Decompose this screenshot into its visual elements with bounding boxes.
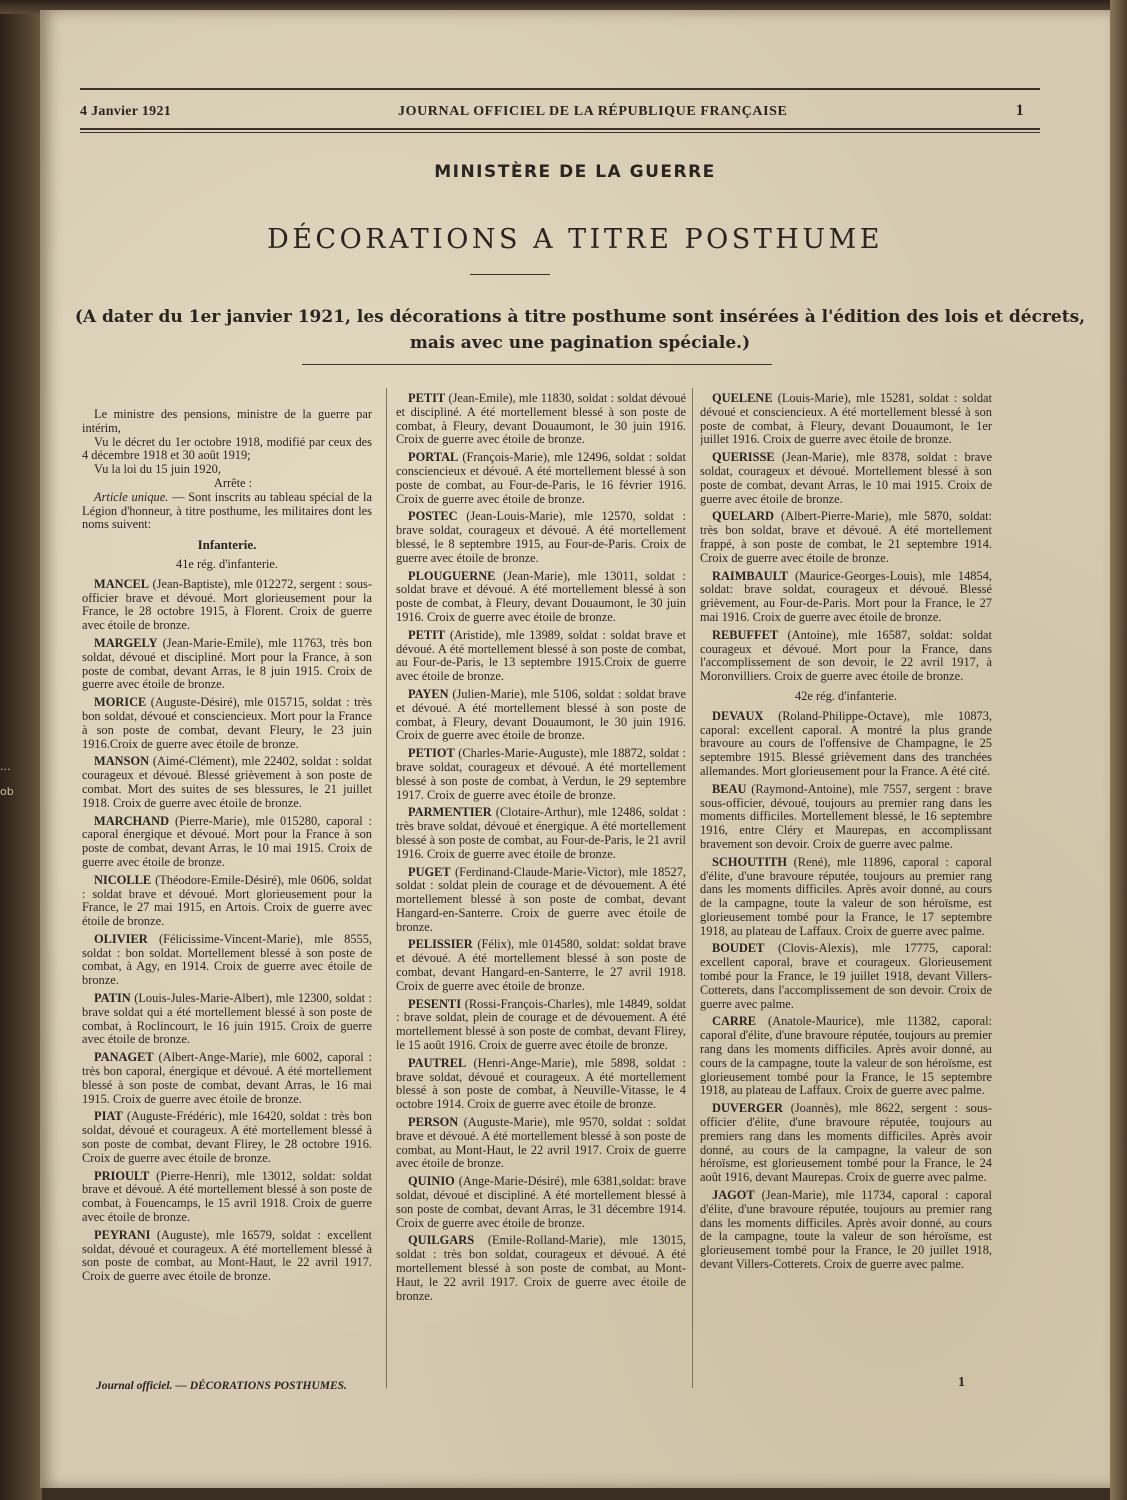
soldier-name: PAUTREL (408, 1055, 467, 1070)
edge-fragment: ob (0, 785, 14, 798)
edge-fragment: ... (0, 760, 11, 773)
citation-text: (Jean-Louis-Marie), mle 12570, soldat : brave soldat, courageux et dévoué. A été mortellement blessé, le 8 septembre 1915, au Four-de-Paris. Croix de guerre avec étoile de bronze. (396, 509, 686, 565)
citation-text: (Ange-Marie-Désiré), mle 6381,soldat: brave soldat, dévoué et discipliné. A été mortellement blessé à son poste de combat, devant Arras, le 31 décembre 1914. Croix de guerre avec étoile de bronze. (396, 1174, 686, 1230)
column-1 (82, 408, 372, 1408)
regiment-heading: 42e rég. d'infanterie. (795, 688, 897, 703)
soldier-name: PETIT (408, 627, 446, 642)
decoration-entry (396, 392, 686, 447)
citation-text: (Clotaire-Arthur), mle 12486, soldat : très brave soldat, dévoué et énergique. A été mortellement blessé à son poste de combat, au Four-de-Paris, le 21 avril 1916. Croix de guerre avec étoile de bronze. (396, 805, 686, 861)
citation-text: (Antoine), mle 16587, soldat: soldat courageux et dévoué. Mort pour la France, dans l'accomplissement de son devoir, le 22 avril 1917, à Moronvilliers. Croix de guerre avec étoile de bronze. (700, 627, 992, 684)
citation-text: (Auguste), mle 16579, soldat : excellent soldat, dévoué et courageux. A été mortellement blessé à son poste de combat, au Mont-Haut, le 22 avril 1917. Croix de guerre avec étoile de bronze. (82, 1227, 372, 1284)
running-header (80, 100, 1040, 122)
soldier-name: PANAGET (94, 1050, 154, 1065)
soldier-name: PERSON (408, 1115, 459, 1130)
facing-page-edge (0, 760, 38, 810)
decoration-entry (700, 783, 992, 852)
decoration-entry (396, 866, 686, 935)
citation-text: (François-Marie), mle 12496, soldat : soldat consciencieux et dévoué. A été mortellement blessé à son poste de combat, au Four-de-Paris, le 16 février 1916. Croix de guerre avec étoile de bronze. (396, 450, 686, 506)
soldier-name: QUERISSE (712, 450, 775, 465)
notice-line-1: (A dater du 1er janvier 1921, les décorations à titre posthume sont insérées à l'édition des lois et décrets, (74, 307, 1086, 327)
citation-text: (Jean-Marie), mle 11734, caporal : caporal d'élite, d'une bravoure réputée, toujours au premier rang dans les moments difficiles. Après avoir donné, au cours de la campagne, toute la valeur de son héroïsme, est glorieusement tombé pour la France, le 20 juillet 1918, devant Villers-Cotterets. Croix de guerre avec palme. (700, 1188, 992, 1272)
intro-minister: Le ministre des pensions, ministre de la guerre par intérim, (82, 408, 372, 435)
article-text: — Sont inscrits au tableau spécial de la Légion d'honneur, à titre posthume, les militaires dont les noms suivent: (82, 489, 372, 532)
publication-notice (60, 304, 1100, 356)
citation-text: (Louis-Jules-Marie-Albert), mle 12300, soldat : brave soldat qui a été mortellement blessé à son poste de combat, à Roclincourt, le 16 juin 1915. Croix de guerre avec étoile de bronze. (82, 991, 372, 1047)
citation-text: (Joannès), mle 8622, sergent : sous-officier d'élite, d'une bravoure réputée, toujours au premiers rang dans les moments difficiles. Après avoir donné, au cours de la campagne, la valeur de son héroïsme, est glorieusement tombé pour la France, le 24 août 1916, devant Maurepas. Croix de guerre avec palme. (700, 1101, 992, 1185)
soldier-name: QUELARD (712, 509, 774, 524)
decoration-entry (82, 874, 372, 929)
soldier-name: PORTAL (408, 450, 459, 465)
citation-text: (Pierre-Henri), mle 13012, soldat: soldat brave et dévoué. A été mortellement blessé à son poste de combat, à Fouencamps, le 15 avril 1918. Croix de guerre avec étoile de bronze. (82, 1168, 372, 1225)
soldier-name: BEAU (712, 781, 747, 796)
soldier-name: OLIVIER (94, 931, 148, 946)
book-binding-right (1110, 0, 1127, 1500)
regiment-heading: 41e rég. d'infanterie. (176, 556, 278, 571)
citation-text: (Charles-Marie-Auguste), mle 18872, soldat : brave soldat, courageux et dévoué. A été mortellement blessé à son poste de combat, à Verdun, le 29 septembre 1917. Croix de guerre avec étoile de bronze. (396, 746, 686, 802)
notice-rule (302, 364, 772, 365)
soldier-name: DUVERGER (712, 1101, 783, 1116)
soldier-name: PETIT (408, 392, 446, 405)
citation-text: (Aristide), mle 13989, soldat : soldat brave et dévoué. A été mortellement blessé à son poste de combat, au Four-de-Paris, le 13 septembre 1915.Croix de guerre avec étoile de bronze. (396, 627, 686, 684)
section-heading: Infanterie. (197, 537, 257, 553)
decoration-entry (396, 806, 686, 861)
citation-text: (Julien-Marie), mle 5106, soldat : soldat brave et dévoué. A été mortellement blessé à son poste de combat, à Fleury, devant Douaumont, le 30 juin 1916. Croix de guerre avec étoile de bronze. (396, 686, 686, 743)
page-title: DÉCORATIONS A TITRE POSTHUME (267, 224, 883, 255)
newspaper-page (40, 10, 1110, 1488)
column-2 (396, 392, 686, 1392)
citation-text: (Louis-Marie), mle 15281, soldat : soldat dévoué et consciencieux. A été mortellement blessé à son poste de combat, à Fleury, devant Douaumont, le 1er juillet 1916. Croix de guerre avec étoile de bronze. (700, 392, 992, 447)
soldier-name: PATIN (94, 991, 131, 1006)
soldier-name: REBUFFET (712, 627, 779, 642)
soldier-name: MANSON (94, 754, 150, 769)
decoration-entry (700, 510, 992, 565)
intro-arrete: Arrête : (213, 475, 253, 490)
decoration-entry (396, 747, 686, 802)
decoration-entry (396, 1234, 686, 1303)
soldier-name: MORICE (94, 695, 147, 710)
soldier-name: PUGET (408, 864, 451, 879)
citation-text: (Félix), mle 014580, soldat: soldat brave et dévoué. A été mortellement blessé à son poste de combat, devant Hangard-en-Santerre, le 27 avril 1918. Croix de guerre avec étoile de bronze. (396, 937, 686, 993)
decoration-entry (396, 998, 686, 1053)
soldier-name: MARGELY (94, 635, 158, 650)
decoration-entry (700, 1102, 992, 1185)
entries-column-1 (82, 578, 372, 1284)
decoration-entry (700, 1189, 992, 1272)
citation-text: (Roland-Philippe-Octave), mle 10873, caporal: excellent caporal. A montré la plus grande bravoure au cours de l'offensive de Champagne, le 25 septembre 1915. Blessé grièvement dans des tranchées allemandes. Mort glorieusement pour la France. A été cité. (700, 708, 992, 778)
decoration-entry (82, 1229, 372, 1284)
citation-text: (Albert-Pierre-Marie), mle 5870, soldat: très bon soldat, brave et dévoué. A été mortellement frappé, à son poste de combat, le 21 septembre 1914. Croix de guerre avec étoile de bronze. (700, 509, 992, 565)
soldier-name: NICOLLE (94, 872, 152, 887)
decoration-entry (82, 696, 372, 751)
citation-text: (Jean-Marie), mle 13011, soldat : soldat brave et dévoué. A été mortellement blessé à son poste de combat, à Fleury, devant Douaumont, le 30 juin 1916. Croix de guerre avec étoile de bronze. (396, 568, 686, 624)
decoration-entry (700, 570, 992, 625)
decoration-entry (82, 1110, 372, 1165)
citation-text: (Auguste-Désiré), mle 015715, soldat : très bon soldat, dévoué et consciencieux. Mort pour la France à son poste de combat, devant Fleury, le 23 juin 1916.Croix de guerre avec étoile de bronze. (82, 695, 372, 751)
entries-column-3b (700, 710, 992, 1272)
soldier-name: CARRE (712, 1014, 757, 1029)
entries-column-3a (700, 392, 992, 684)
citation-text: (Jean-Emile), mle 11830, soldat : soldat dévoué et discipliné. A été mortellement blessé à son poste de combat, à Fleury, devant Douaumont, le 30 juin 1916. Croix de guerre avec étoile de bronze. (396, 392, 686, 447)
citation-text: (Jean-Baptiste), mle 012272, sergent : sous-officier brave et dévoué. Mort glorieusement pour la France, le 28 octobre 1915, à Florent. Croix de guerre avec étoile de bronze. (82, 576, 372, 633)
citation-text: (Henri-Ange-Marie), mle 5898, soldat : brave soldat, dévoué et courageux. A été mortellement blessé à son poste de combat, à Neuville-Vitasse, le 4 octobre 1914. Croix de guerre avec étoile de bronze. (396, 1055, 686, 1112)
article-label: Article unique. (94, 489, 169, 504)
decoration-entry (396, 510, 686, 565)
soldier-name: QUILGARS (408, 1233, 475, 1248)
decoration-entry (82, 933, 372, 988)
soldier-name: PARMENTIER (408, 805, 492, 820)
decoration-entry (700, 1015, 992, 1098)
header-page-number: 1 (1015, 102, 1024, 119)
citation-text: (Jean-Marie-Emile), mle 11763, très bon soldat, dévoué et discipliné. Mort pour la France, à son poste de combat, devant Arras, le 8 juin 1915. Croix de guerre avec étoile de bronze. (82, 635, 372, 692)
header-journal-title: JOURNAL OFFICIEL DE LA RÉPUBLIQUE FRANÇAISE (398, 104, 788, 119)
top-rule (80, 88, 1040, 90)
citation-text: (Maurice-Georges-Louis), mle 14854, soldat: brave soldat, courageux et dévoué. Blessé grièvement, au Four-de-Paris. Mort pour la France, le 27 mai 1916. Croix de guerre avec étoile de bronze. (700, 568, 992, 624)
citation-text: (Auguste-Marie), mle 9570, soldat : soldat brave et dévoué. A été mortellement blessé à son poste de combat, au Mont-Haut, le 22 avril 1917. Croix de guerre avec étoile de bronze. (396, 1115, 686, 1171)
citation-text: (Pierre-Marie), mle 015280, caporal : caporal énergique et dévoué. Mort pour la France à son poste de combat, devant Arras, le 10 mai 1915. Croix de guerre avec étoile de bronze. (82, 813, 372, 869)
citation-text: (Emile-Rolland-Marie), mle 13015, soldat : très bon soldat, courageux et dévoué. A été mortellement blessé à son poste de combat, au Mont-Haut, le 22 avril 1917. Croix de guerre avec étoile de bronze. (396, 1233, 686, 1303)
footer-page-number: 1 (958, 1375, 965, 1390)
decoration-entry (700, 392, 992, 447)
decoration-entry (700, 451, 992, 506)
decoration-entry (396, 570, 686, 625)
decoration-entry (396, 1175, 686, 1230)
decoration-entry (82, 637, 372, 692)
citation-text: (Félicissime-Vincent-Marie), mle 8555, soldat : bon soldat. Mortellement blessé à son poste de combat, à Agy, en 1914. Croix de guerre avec étoile de bronze. (82, 931, 372, 988)
decoration-entry (700, 710, 992, 779)
decoration-entry (82, 755, 372, 810)
citation-text: (René), mle 11896, caporal : caporal d'élite, d'une bravoure réputée, toujours au premier rang dans les moments difficiles. Après avoir donné, au cours de la campagne, toute la valeur de son héroïsme, est glorieusement tombé pour la France, le 17 septembre 1918, au plateau de Laffaux. Croix de guerre avec palme. (700, 854, 992, 938)
citation-text: (Anatole-Maurice), mle 11382, caporal: caporal d'élite, d'une bravoure réputée, toujours au premier rang dans les moments difficiles. Après avoir donné, au cours de la campagne, toute la valeur de son héroïsme, est glorieusement tombé pour la France, le 15 septembre 1918, au plateau de Laffaux. Croix de guerre avec palme. (700, 1014, 992, 1098)
soldier-name: PRIOULT (94, 1168, 150, 1183)
decoration-entry (396, 629, 686, 684)
column-divider (386, 388, 387, 1388)
decoration-entry (396, 451, 686, 506)
soldier-name: POSTEC (408, 509, 458, 524)
soldier-name: PELISSIER (408, 937, 473, 952)
soldier-name: QUELENE (712, 392, 773, 405)
citation-text: (Aimé-Clément), mle 22402, soldat : soldat courageux et dévoué. Blessé grièvement à son poste de combat. Mort des suites de ses blessures, le 21 juillet 1918. Croix de guerre avec étoile de bronze. (82, 754, 372, 810)
soldier-name: PIAT (94, 1109, 123, 1124)
decoration-entry (396, 1057, 686, 1112)
decoration-entry (700, 629, 992, 684)
footer-journal: Journal officiel. — DÉCORATIONS POSTHUMES. (96, 1380, 347, 1392)
decoration-entry (396, 688, 686, 743)
soldier-name: PAYEN (408, 686, 449, 701)
decoration-entry (82, 1170, 372, 1225)
decoration-entry (700, 856, 992, 939)
soldier-name: BOUDET (712, 941, 765, 956)
soldier-name: RAIMBAULT (712, 568, 788, 583)
soldier-name: SCHOUTITH (712, 854, 788, 869)
citation-text: (Clovis-Alexis), mle 17775, caporal: excellent caporal, brave et courageux. Glorieusement tombé pour la France, le 19 juillet 1918, devant Villers-Cotterets, dans l'accomplissement de son devoir. Croix de guerre avec palme. (700, 941, 992, 1011)
decoration-entry (396, 938, 686, 993)
decoration-entry (82, 992, 372, 1047)
intro-article (82, 491, 372, 532)
citation-text: (Jean-Marie), mle 8378, soldat : brave soldat, courageux et dévoué. Mortellement blessé à son poste de combat, devant Arras, le 10 mai 1915. Croix de guerre avec étoile de bronze. (700, 450, 992, 506)
soldier-name: PESENTI (408, 996, 462, 1011)
header-date: 4 Janvier 1921 (80, 104, 172, 119)
decoration-entry (82, 1051, 372, 1106)
soldier-name: PEYRANI (94, 1227, 151, 1242)
column-divider (692, 388, 693, 1388)
soldier-name: DEVAUX (712, 708, 764, 723)
decoration-entry (396, 1116, 686, 1171)
decoration-entry (82, 815, 372, 870)
soldier-name: QUINIO (408, 1174, 455, 1189)
decoration-entry (82, 578, 372, 633)
citation-text: (Raymond-Antoine), mle 7557, sergent : brave sous-officier, dévoué, toujours au premier rang dans les moments difficiles. Mortellement blessé, le 16 septembre 1916, entre Cléry et Maurepas, en accomplissant bravement son devoir. Croix de guerre avec palme. (700, 781, 992, 851)
soldier-name: JAGOT (712, 1188, 755, 1203)
citation-text: (Auguste-Frédéric), mle 16420, soldat : très bon soldat, dévoué et courageux. A été mortellement blessé à son poste de combat, devant Flirey, le 28 octobre 1916. Croix de guerre avec étoile de bronze. (82, 1109, 372, 1165)
book-binding-left (0, 0, 42, 1500)
title-rule (470, 274, 550, 275)
notice-line-2: mais avec une pagination spéciale.) (409, 333, 751, 353)
intro-decree: Vu le décret du 1er octobre 1918, modifié par ceux des 4 décembre 1918 et 30 août 1919; (82, 434, 372, 463)
ministry-heading: MINISTÈRE DE LA GUERRE (434, 162, 716, 182)
citation-text: (Albert-Ange-Marie), mle 6002, caporal : très bon caporal, énergique et dévoué. A été mortellement blessé à son poste de combat, devant Arras, le 16 mai 1915. Croix de guerre avec étoile de bronze. (82, 1050, 372, 1106)
decoration-entry (700, 942, 992, 1011)
soldier-name: PETIOT (408, 746, 455, 761)
decree-intro (82, 408, 372, 532)
citation-text: (Théodore-Emile-Désiré), mle 0606, soldat : soldat brave et dévoué. Mort glorieusement pour la France, le 27 mai 1915, en Artois. Croix de guerre avec étoile de bronze. (82, 872, 372, 929)
soldier-name: MARCHAND (94, 813, 170, 828)
column-3 (700, 392, 992, 1392)
intro-law: Vu la loi du 15 juin 1920, (94, 462, 221, 477)
citation-text: (Ferdinand-Claude-Marie-Victor), mle 18527, soldat : soldat plein de courage et de dévouement. A été mortellement blessé à son poste de combat, devant Hangard-en-Santerre. Croix de guerre avec étoile de bronze. (396, 864, 686, 934)
header-rule (80, 128, 1040, 133)
citation-text: (Rossi-François-Charles), mle 14849, soldat : brave soldat, plein de courage et de dévouement. A été mortellement blessé à son poste de combat, devant Flirey, le 15 août 1916. Croix de guerre avec étoile de bronze. (396, 996, 686, 1053)
soldier-name: MANCEL (94, 576, 150, 591)
soldier-name: PLOUGUERNE (408, 568, 496, 583)
entries-column-2 (396, 392, 686, 1303)
